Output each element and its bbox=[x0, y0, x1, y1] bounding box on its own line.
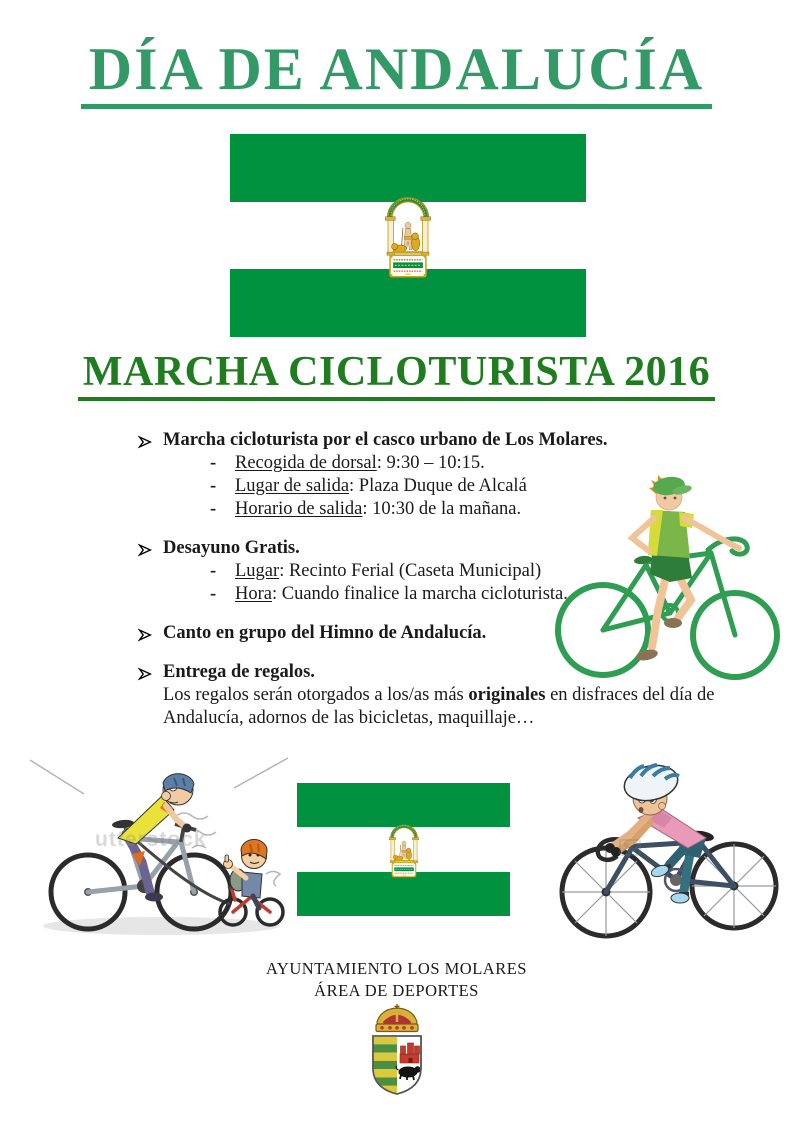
subitem-label: Lugar de salida bbox=[235, 476, 350, 496]
subitem-value: : Cuando finalice la marcha cicloturista. bbox=[271, 584, 568, 604]
andalusia-flag-large bbox=[230, 134, 586, 337]
gifts-note-pre: Los regalos serán otorgados a los/as más bbox=[163, 685, 469, 705]
subitem-label: Horario de salida bbox=[235, 499, 363, 519]
andalusia-emblem-icon bbox=[377, 187, 439, 284]
gifts-note-bold: originales bbox=[468, 685, 546, 705]
subitem-label: Recogida de dorsal bbox=[235, 453, 377, 473]
dash-bullet: - bbox=[210, 476, 217, 496]
list-item-title: Desayuno Gratis. bbox=[163, 538, 300, 558]
footer-department: ÁREA DE DEPORTES bbox=[314, 981, 479, 1000]
andalusia-emblem-icon bbox=[383, 818, 423, 882]
event-subtitle bbox=[0, 348, 793, 401]
subitem-value: : 9:30 – 10:15. bbox=[376, 453, 485, 473]
page-title bbox=[0, 36, 793, 109]
dash-bullet: - bbox=[210, 561, 217, 581]
list-item-title: Marcha cicloturista por el casco urbano de Los Molares. bbox=[163, 430, 608, 450]
los-molares-crest-icon bbox=[351, 1002, 443, 1106]
footer-organization: AYUNTAMIENTO LOS MOLARES bbox=[266, 959, 527, 978]
subitem-label: Lugar bbox=[235, 561, 280, 581]
gifts-note-post: en disfraces del día de Andalucía, adornos de las bicicletas, maquillaje… bbox=[163, 685, 715, 728]
footer bbox=[0, 958, 793, 1002]
subitem-value: : Plaza Duque de Alcalá bbox=[349, 476, 527, 496]
page-title-text: DÍA DE ANDALUCÍA bbox=[81, 36, 712, 109]
arrow-bullet-icon bbox=[138, 433, 152, 456]
list-item-title: Entrega de regalos. bbox=[163, 662, 315, 682]
arrow-bullet-icon bbox=[138, 541, 152, 564]
subitem-value: : 10:30 de la mañana. bbox=[362, 499, 522, 519]
subitem-label: Hora bbox=[235, 584, 272, 604]
event-subtitle-text: MARCHA CICLOTURISTA 2016 bbox=[78, 348, 715, 401]
green-cyclist-clipart bbox=[548, 450, 792, 688]
andalusia-flag-small bbox=[297, 783, 510, 916]
child-racing-cyclist-clipart bbox=[538, 752, 790, 946]
list-item-title: Canto en grupo del Himno de Andalucía. bbox=[163, 623, 487, 643]
dash-bullet: - bbox=[210, 453, 217, 473]
subitem-value: : Recinto Ferial (Caseta Municipal) bbox=[279, 561, 542, 581]
arrow-bullet-icon bbox=[138, 626, 152, 649]
stock-watermark: utterstock bbox=[95, 828, 207, 851]
gifts-note bbox=[138, 684, 730, 730]
arrow-bullet-icon bbox=[138, 665, 152, 688]
dash-bullet: - bbox=[210, 584, 217, 604]
dash-bullet: - bbox=[210, 499, 217, 519]
